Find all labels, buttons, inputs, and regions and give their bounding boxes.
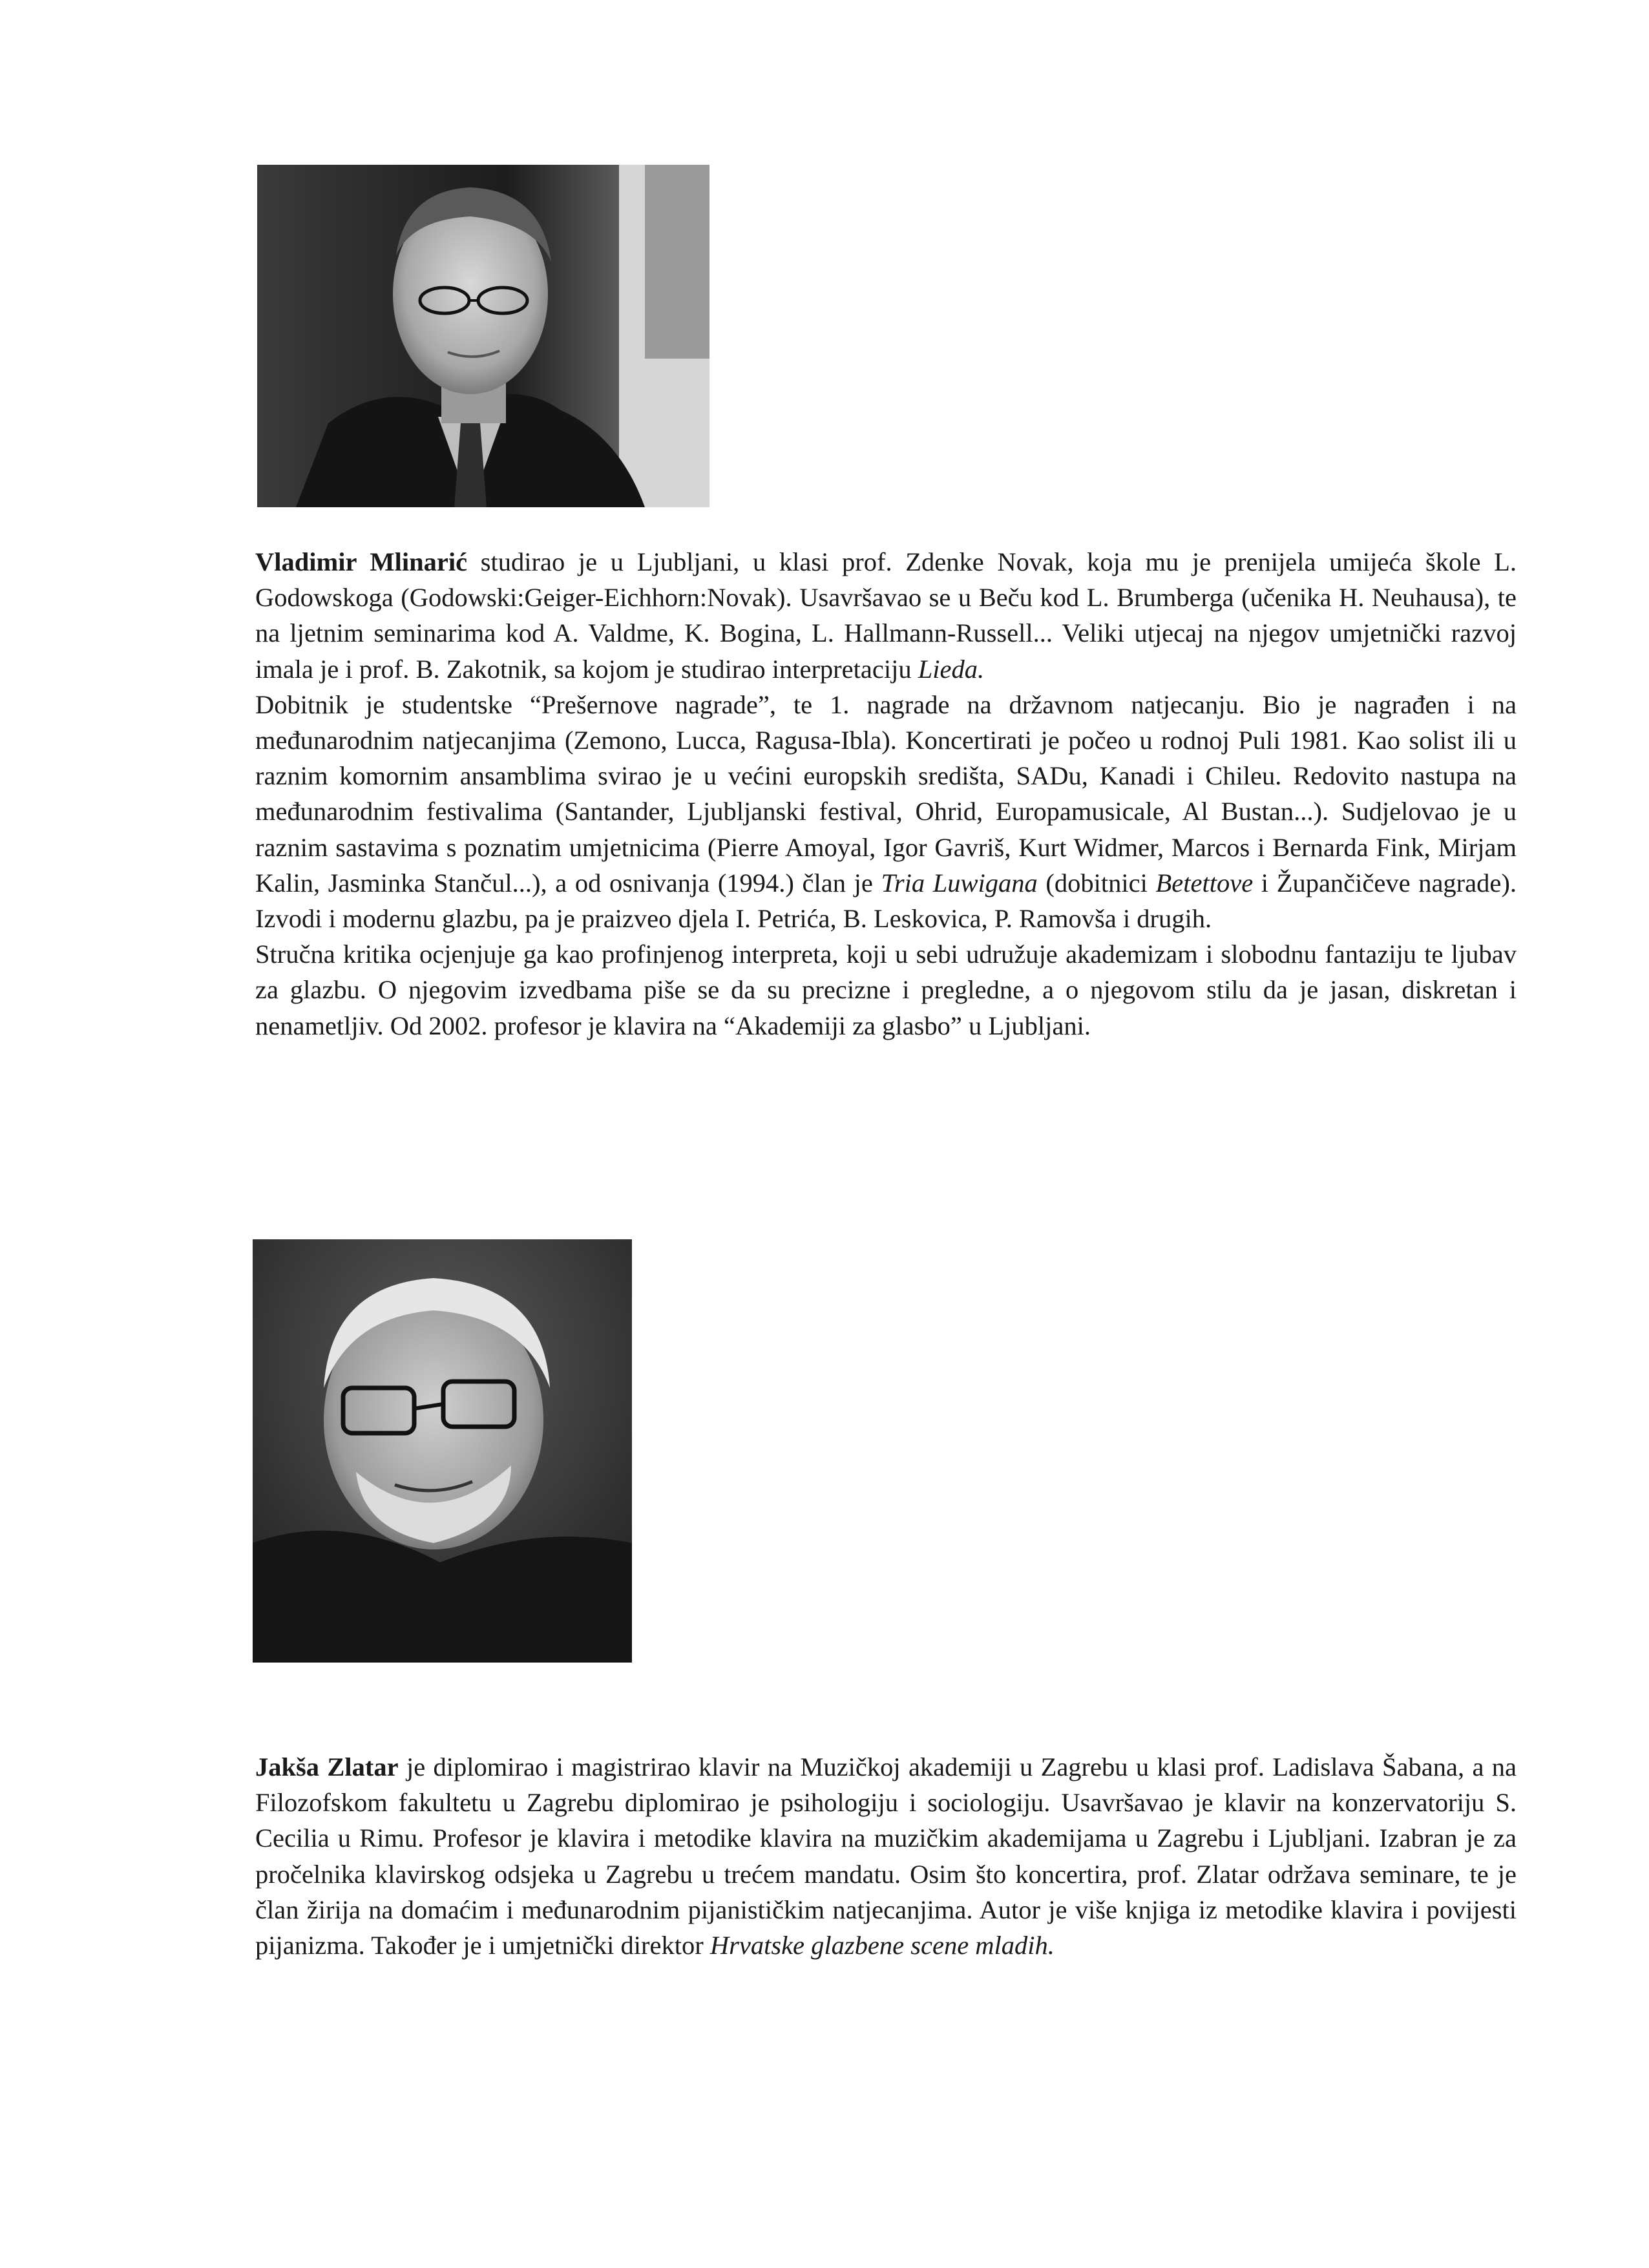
bio-paragraph: Dobitnik je studentske “Prešernove nagrade”, te 1. nagrade na državnom natjecanju. Bio je nagrađen i na međunarodnim natjecanjima (Zemono, Lucca, Ragusa-Ibla). Koncertirati je počeo u rodnoj Puli 1981. Kao solist ili u raznim komornim ansamblima svirao je u većini europskih središta, SADu, Kanadi i Chileu. Redovito nastupa na međunarodnim festivalima (Santander, Ljubljanski festival, Ohrid, Europamusicale, Al Bustan...). Sudjelovao je u raznim sastavima s poznatim umjetnicima (Pierre Amoyal, Igor Gavriš, Kurt Widmer, Marcos i Bernarda Fink, Mirjam Kalin, Jasminka Stančul...), a od osnivanja (1994.) član je Tria Luwigana (dobitnici Betettove i Župančičeve nagrade). Izvodi i modernu glazbu, pa je praizveo djela I. Petrića, B. Leskovica, P. Ramovša i drugih. (255, 689, 1517, 934)
biography-zlatar (255, 1749, 1517, 1963)
bio-paragraph: Stručna kritika ocjenjuje ga kao profinjenog interpreta, koji u sebi udružuje akademizam i slobodnu fantaziju te ljubav za glazbu. O njegovim izvedbama piše se da su precizne i pregledne, a o njegovom stilu da je jasan, diskretan i nenametljiv. Od 2002. profesor je klavira na “Akademiji za glasbo” u Ljubljani. (255, 940, 1517, 1040)
artist-name: Vladimir Mlinarić (255, 547, 468, 576)
portrait-photo-zlatar (253, 1239, 632, 1663)
artist-name: Jakša Zlatar (255, 1752, 399, 1781)
portrait-photo-mlinaric (257, 165, 709, 507)
bio-paragraph: Vladimir Mlinarić studirao je u Ljubljani, u klasi prof. Zdenke Novak, koja mu je prenijela umijeća škole L. Godowskoga (Godowski:Geiger-Eichhorn:Novak). Usavršavao se u Beču kod L. Brumberga (učenika H. Neuhausa), te na ljetnim seminarima kod A. Valdme, K. Bogina, L. Hallmann-Russell... Veliki utjecaj na njegov umjetnički razvoj imala je i prof. B. Zakotnik, sa kojom je studirao interpretaciju Lieda. (255, 547, 1517, 684)
biography-mlinaric (255, 544, 1517, 1044)
bio-paragraph: Jakša Zlatar je diplomirao i magistrirao klavir na Muzičkoj akademiji u Zagrebu u klasi prof. Ladislava Šabana, a na Filozofskom fakultetu u Zagrebu diplomirao je psihologiju i sociologiju. Usavršavao je klavir na konzervatoriju S. Cecilia u Rimu. Profesor je klavira i metodike klavira na muzičkim akademijama u Zagrebu i Ljubljani. Izabran je za pročelnika klavirskog odsjeka u Zagrebu u trećem mandatu. Osim što koncertira, prof. Zlatar održava seminare, te je član žirija na domaćim i međunarodnim pijanističkim natjecanjima. Autor je više knjiga iz metodike klavira i povijesti pijanizma. Također je i umjetnički direktor Hrvatske glazbene scene mladih. (255, 1752, 1517, 1960)
